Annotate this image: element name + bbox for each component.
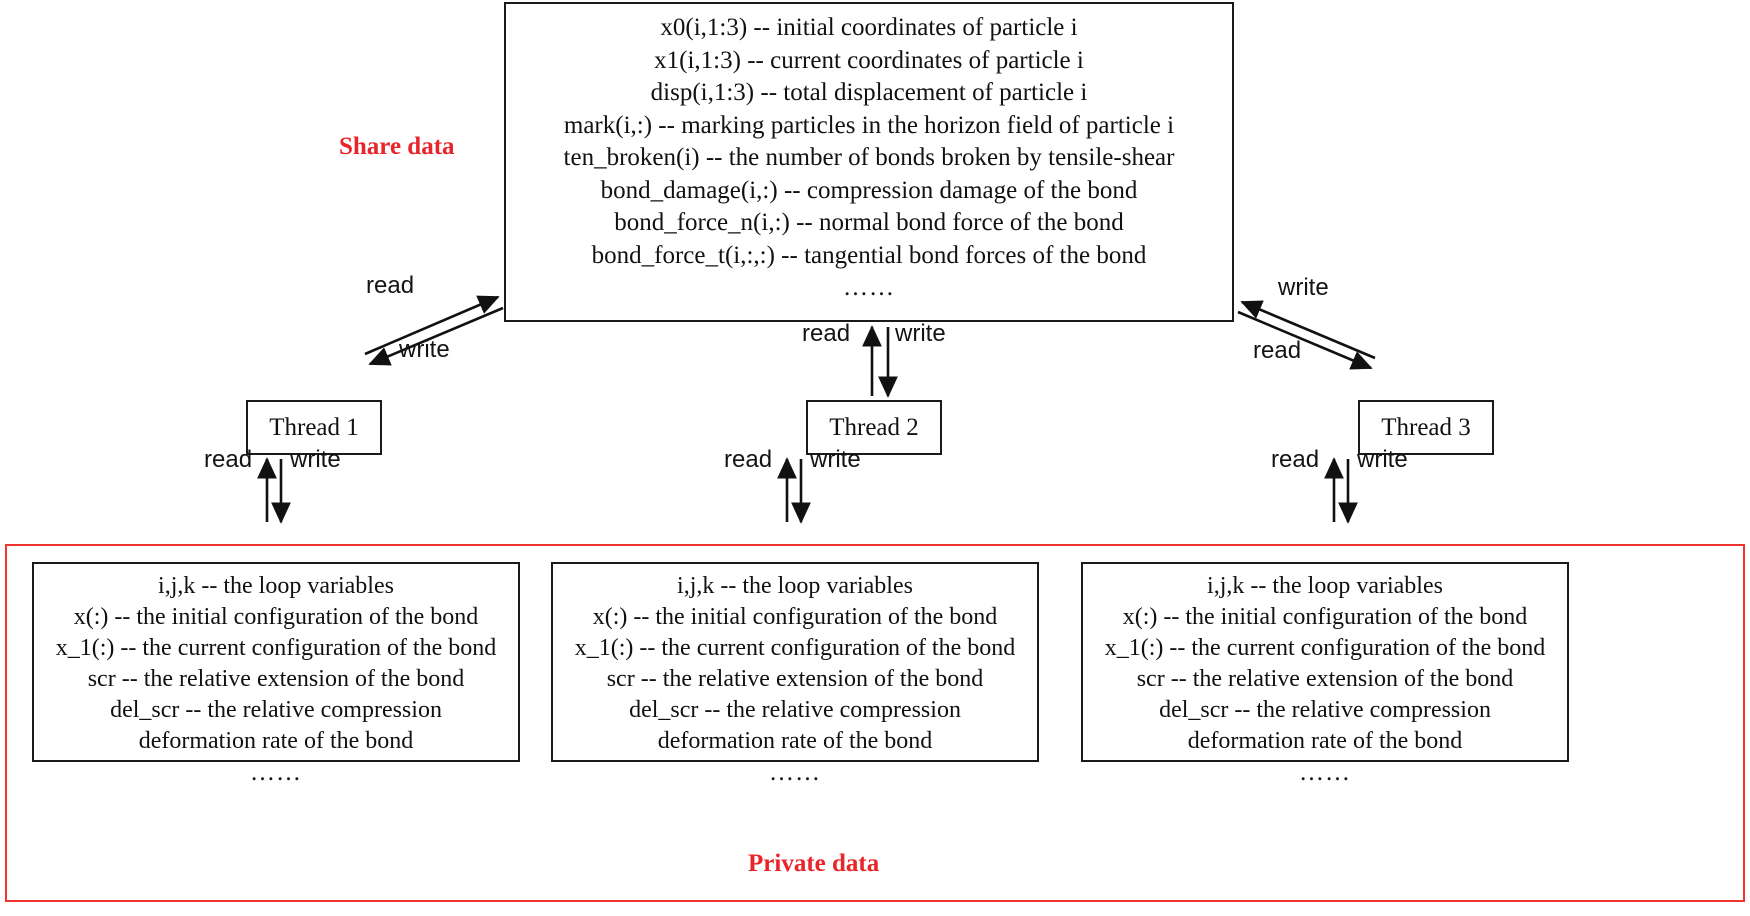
private-line: i,j,k -- the loop variables — [1207, 573, 1443, 599]
shared-line: bond_force_n(i,:) -- normal bond force of the bond — [614, 209, 1124, 236]
private-line: i,j,k -- the loop variables — [158, 573, 394, 599]
private-data-box-1 — [32, 562, 520, 786]
private-line: del_scr -- the relative compression — [629, 697, 961, 723]
shared-line: ten_broken(i) -- the number of bonds broken by tensile-shear — [563, 144, 1175, 171]
shared-line: bond_damage(i,:) -- compression damage of the bond — [600, 176, 1138, 204]
arrow-thread2-private2 — [787, 459, 801, 522]
private-line: scr -- the relative extension of the bond — [87, 666, 465, 692]
private-data-label: Private data — [748, 850, 880, 877]
private-line: deformation rate of the bond — [1187, 728, 1463, 754]
private-line: scr -- the relative extension of the bond — [606, 666, 984, 692]
label-thread3-read: read — [1271, 446, 1320, 473]
arrow-thread1-private1 — [267, 459, 281, 522]
private-line: scr -- the relative extension of the bond — [1136, 666, 1514, 692]
thread-label: Thread 3 — [1381, 413, 1471, 441]
label-thread3-write: write — [1357, 446, 1408, 473]
private-line: del_scr -- the relative compression — [110, 697, 442, 723]
private-ellipsis: …… — [1299, 759, 1351, 786]
private-line: x(:) -- the initial configuration of the bond — [73, 604, 479, 630]
private-line: x_1(:) -- the current configuration of the bond — [574, 635, 1016, 661]
shared-line: x0(i,1:3) -- initial coordinates of particle i — [660, 14, 1078, 41]
private-line: x(:) -- the initial configuration of the bond — [1122, 604, 1528, 630]
shared-line: mark(i,:) -- marking particles in the horizon field of particle i — [563, 111, 1175, 139]
arrow-thread3-private3 — [1334, 459, 1348, 522]
shared-data-box — [504, 2, 1234, 322]
private-data-box-2 — [551, 562, 1039, 786]
private-line: x_1(:) -- the current configuration of the bond — [1104, 635, 1546, 661]
private-ellipsis: …… — [250, 759, 302, 786]
label-shared-mid-read: read — [802, 320, 851, 347]
shared-line: disp(i,1:3) -- total displacement of particle i — [650, 79, 1088, 106]
private-line: x(:) -- the initial configuration of the bond — [592, 604, 998, 630]
private-data-box-3 — [1081, 562, 1569, 786]
label-shared-mid-write: write — [895, 320, 946, 347]
private-line: deformation rate of the bond — [657, 728, 933, 754]
private-line: x_1(:) -- the current configuration of the bond — [55, 635, 497, 661]
thread-label: Thread 1 — [269, 413, 359, 441]
private-ellipsis: …… — [769, 759, 821, 786]
label-shared-right-read: read — [1253, 337, 1302, 364]
share-data-label: Share data — [339, 133, 455, 160]
label-thread1-read: read — [204, 446, 253, 473]
label-shared-left-read: read — [366, 272, 415, 299]
thread-label: Thread 2 — [829, 413, 919, 441]
private-line: i,j,k -- the loop variables — [677, 573, 913, 599]
private-line: del_scr -- the relative compression — [1159, 697, 1491, 723]
shared-line: bond_force_t(i,:,:) -- tangential bond forces of the bond — [591, 241, 1147, 269]
arrow-shared-thread2 — [872, 327, 888, 396]
label-shared-right-write: write — [1278, 274, 1329, 301]
shared-line: x1(i,1:3) -- current coordinates of particle i — [654, 46, 1084, 74]
label-thread2-read: read — [724, 446, 773, 473]
private-line: deformation rate of the bond — [138, 728, 414, 754]
label-thread1-write: write — [290, 446, 341, 473]
label-shared-left-write: write — [399, 336, 450, 363]
shared-ellipsis: …… — [843, 274, 895, 301]
label-thread2-write: write — [810, 446, 861, 473]
